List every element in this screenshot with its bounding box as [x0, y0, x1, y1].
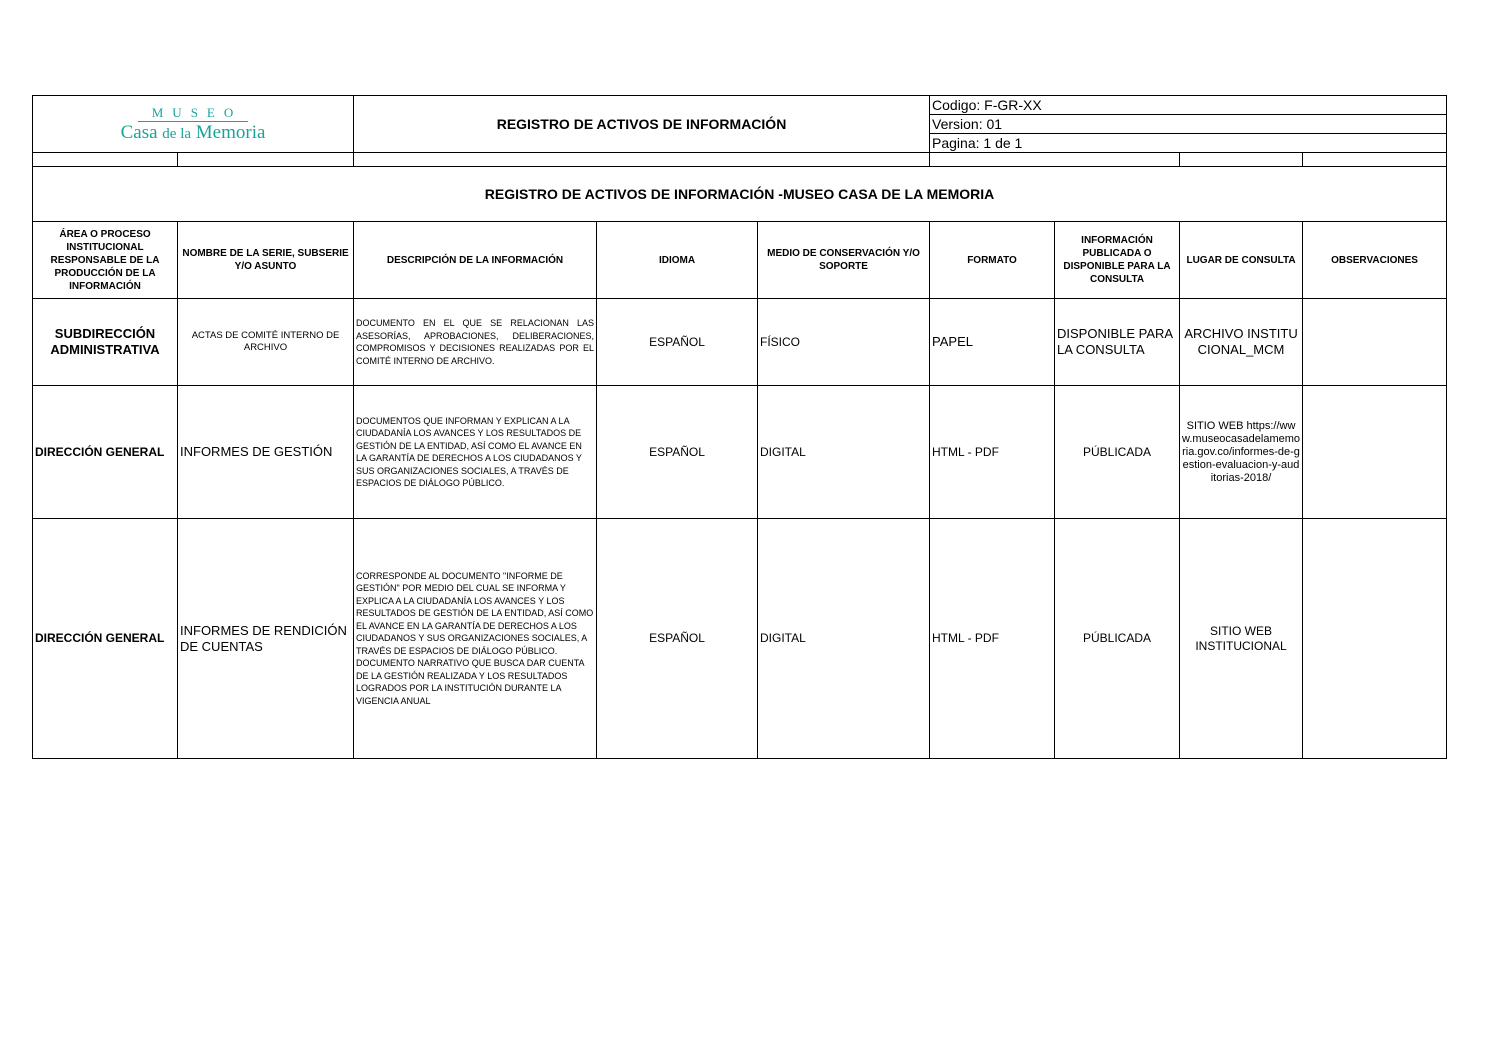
col-header-area: ÁREA O PROCESO INSTITUCIONAL RESPONSABLE DE LA PRODUCCIÓN DE LA INFORMACIÓN	[33, 222, 178, 299]
medio-cell: DIGITAL	[758, 519, 930, 759]
spacer-cell	[1303, 153, 1447, 167]
logo-name	[35, 122, 351, 145]
table-row	[33, 519, 1447, 759]
header-row-1	[33, 96, 1447, 115]
spacer-row	[33, 153, 1447, 167]
medio-cell: FÍSICO	[758, 299, 930, 386]
document-title: REGISTRO DE ACTIVOS DE INFORMACIÓN	[354, 96, 930, 153]
descripcion-text: CORRESPONDE AL DOCUMENTO "INFORME DE GESTIÓN" POR MEDIO DEL CUAL SE INFORMA Y EXPLICA A LA CIUDADANÍA LOS AVANCES Y LOS RESULTADOS DE GESTIÓN DE LA ENTIDAD, ASÍ COMO EL AVANCE EN LA GARANTÍA DE DERECHOS A LOS CIUDADANOS Y SUS ORGANIZACIONES SOCIALES, A TRAVÉS DE ESPACIOS DE DIÁLOGO PÚBLICO.	[356, 570, 594, 656]
formato-cell: HTML - PDF	[930, 519, 1055, 759]
logo-name-a: Casa	[120, 121, 163, 143]
logo	[33, 96, 354, 153]
descripcion-cell: DOCUMENTOS QUE INFORMAN Y EXPLICAN A LA CIUDADANÍA LOS AVANCES Y LOS RESULTADOS DE GESTIÓN DE LA ENTIDAD, ASÍ COMO EL AVANCE EN LA GARANTÍA DE DERECHOS A LOS CIUDADANOS Y SUS ORGANIZACIONES SOCIALES, A TRAVÉS DE ESPACIOS DE DIÁLOGO PÚBLICO.	[354, 386, 597, 519]
logo-name-b: de la	[162, 125, 192, 142]
descripcion-cell	[354, 519, 597, 759]
serie-cell: ACTAS DE COMITÉ INTERNO DE ARCHIVO	[178, 299, 354, 386]
col-header-informacion: INFORMACIÓN PUBLICADA O DISPONIBLE PARA LA CONSULTA	[1055, 222, 1180, 299]
pagina-text: Pagina: 1 de 1	[932, 134, 1023, 151]
serie-cell: INFORMES DE RENDICIÓN DE CUENTAS	[178, 519, 354, 759]
area-cell: DIRECCIÓN GENERAL	[33, 519, 178, 759]
idioma-cell: ESPAÑOL	[597, 386, 758, 519]
informacion-cell: PÚBLICADA	[1055, 386, 1180, 519]
informacion-cell: DISPONIBLE PARA LA CONSULTA	[1055, 299, 1180, 386]
logo-museo-text: MUSEO	[138, 106, 249, 122]
col-header-descripcion: DESCRIPCIÓN DE LA INFORMACIÓN	[354, 222, 597, 299]
informacion-cell: PÚBLICADA	[1055, 519, 1180, 759]
meta-pagina	[930, 134, 1447, 153]
meta-version	[930, 115, 1447, 134]
area-cell: SUBDIRECCIÓN ADMINISTRATIVA	[33, 299, 178, 386]
spacer-cell	[930, 153, 1180, 167]
area-cell: DIRECCIÓN GENERAL	[33, 386, 178, 519]
spacer-cell	[1180, 153, 1303, 167]
section-title: REGISTRO DE ACTIVOS DE INFORMACIÓN -MUSEO CASA DE LA MEMORIA	[33, 167, 1447, 222]
observaciones-cell	[1303, 519, 1447, 759]
col-header-medio: MEDIO DE CONSERVACIÓN Y/O SOPORTE	[758, 222, 930, 299]
column-header-row	[33, 222, 1447, 299]
lugar-cell: ARCHIVO INSTITUCIONAL_MCM	[1180, 299, 1303, 386]
observaciones-cell	[1303, 386, 1447, 519]
idioma-cell: ESPAÑOL	[597, 299, 758, 386]
descripcion-text-2: DOCUMENTO NARRATIVO QUE BUSCA DAR CUENTA DE LA GESTIÓN REALIZADA Y LOS RESULTADOS LOGRADOS POR LA INSTITUCIÓN DURANTE LA VIGENCIA ANUAL	[356, 658, 585, 706]
asset-register-table	[32, 95, 1447, 759]
codigo-text: Codigo: F-GR-XX	[932, 96, 1042, 113]
formato-cell: PAPEL	[930, 299, 1055, 386]
meta-codigo	[930, 96, 1447, 115]
lugar-cell: SITIO WEB INSTITUCIONAL	[1180, 519, 1303, 759]
table-row	[33, 386, 1447, 519]
logo-name-c: Memoria	[191, 121, 266, 143]
col-header-lugar: LUGAR DE CONSULTA	[1180, 222, 1303, 299]
section-title-row	[33, 167, 1447, 222]
col-header-formato: FORMATO	[930, 222, 1055, 299]
formato-cell: HTML - PDF	[930, 386, 1055, 519]
medio-cell: DIGITAL	[758, 386, 930, 519]
observaciones-cell	[1303, 299, 1447, 386]
lugar-cell[interactable]: SITIO WEB https://www.museocasadelamemoria.gov.co/informes-de-gestion-evaluacion-y-auditorias-2018/	[1180, 386, 1303, 519]
col-header-serie: NOMBRE DE LA SERIE, SUBSERIE Y/O ASUNTO	[178, 222, 354, 299]
descripcion-cell: DOCUMENTO EN EL QUE SE RELACIONAN LAS ASESORÍAS, APROBACIONES, DELIBERACIONES, COMPROMISOS Y DECISIONES REALIZADAS POR EL COMITÉ INTERNO DE ARCHIVO.	[354, 299, 597, 386]
col-header-idioma: IDIOMA	[597, 222, 758, 299]
spacer-cell	[33, 153, 178, 167]
idioma-cell: ESPAÑOL	[597, 519, 758, 759]
spacer-cell	[178, 153, 354, 167]
serie-cell: INFORMES DE GESTIÓN	[178, 386, 354, 519]
col-header-observaciones: OBSERVACIONES	[1303, 222, 1447, 299]
spacer-cell	[354, 153, 930, 167]
version-text: Version: 01	[932, 115, 1003, 132]
table-row	[33, 299, 1447, 386]
